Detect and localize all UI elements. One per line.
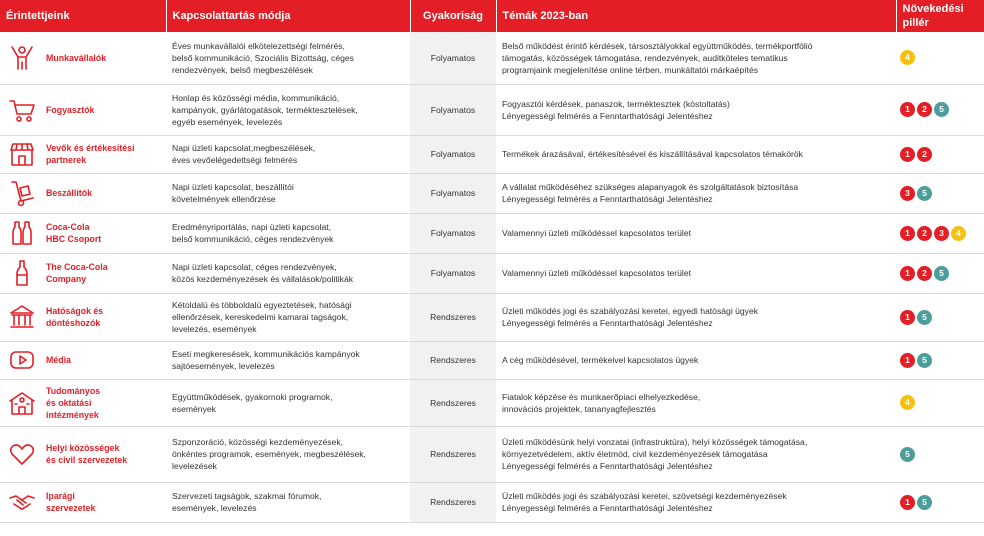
contact-line: belső kommunikáció, céges rendezvények: [172, 234, 334, 244]
stakeholder-name-line: Coca-Cola: [46, 222, 90, 232]
stakeholder-cell: [0, 341, 166, 379]
frequency-cell: Rendszeres: [410, 293, 496, 341]
contact-line: önkéntes programok, események, megbeszélések,: [172, 449, 366, 459]
stakeholder-name-line: és civil szervezetek: [46, 455, 128, 465]
pillars-cell: [896, 293, 984, 341]
stakeholder-name-line: Vevők és értékesítési: [46, 143, 135, 153]
stakeholder-name: [40, 221, 101, 245]
header-pillar: [896, 0, 984, 32]
pillars-cell: [896, 379, 984, 426]
pillars-cell: [896, 173, 984, 213]
topic-line: programjaink megjelenítése online térben, munkáltatói márkaépítés: [502, 64, 759, 75]
storefront-icon: [4, 139, 40, 169]
stakeholder-cell: [0, 213, 166, 253]
topic-line: Lényegességi felmérés a Fenntarthatósági Jelentéshez: [502, 318, 713, 328]
hand-truck-icon: [4, 178, 40, 208]
topic-line: támogatás, közösségek támogatása, rendezvények, auditköteles tematikus: [502, 52, 788, 63]
pillar-badge: 1: [900, 102, 915, 117]
bottles-icon: [4, 218, 40, 248]
topic-line: Fogyasztói kérdések, panaszok, terméktesztek (kóstoltatás): [502, 98, 730, 109]
contact-line: kampányok, gyárlátogatások, terméktesztelések,: [172, 104, 358, 115]
pillar-badge: 1: [900, 495, 915, 510]
header-row: [0, 0, 984, 32]
stakeholder-name: [40, 261, 108, 285]
stakeholder-name: [40, 354, 71, 366]
contact-line: Szponzoráció, közösségi kezdeményezések,: [172, 437, 344, 447]
stakeholder-cell: [0, 173, 166, 213]
table-row: [0, 32, 984, 84]
topic-line: környezetvédelem, aktív életmód, civil kezdeményezések támogatása: [502, 449, 768, 459]
topic-line: Fiatalok képzése és munkaerőpiaci elhelyezkedése,: [502, 391, 701, 402]
topic-line: Termékek árazásával, értékesítésével és kiszállításával kapcsolatos témakörök: [502, 149, 803, 159]
stakeholder-cell: [0, 379, 166, 426]
frequency-cell: Folyamatos: [410, 173, 496, 213]
stakeholder-name: [40, 385, 100, 421]
table-row: [0, 426, 984, 482]
stakeholder-cell: [0, 135, 166, 173]
government-building-icon: [4, 302, 40, 332]
header-stakeholders: Érintettjeink: [0, 0, 166, 32]
pillar-badge: 1: [900, 310, 915, 325]
contact-line: rendezvények, belső megbeszélések: [172, 64, 313, 75]
topics-cell: [496, 482, 896, 522]
pillar-badge: 3: [900, 186, 915, 201]
contact-method-cell: [166, 293, 410, 341]
contact-line: Együttműködések, gyakornoki programok,: [172, 391, 333, 402]
contact-line: Kétoldalú és többoldalú egyeztetések, hatósági: [172, 300, 352, 310]
pillar-badge: 5: [917, 353, 932, 368]
stakeholder-name: [40, 490, 95, 514]
frequency-cell: Folyamatos: [410, 32, 496, 84]
topics-cell: [496, 32, 896, 84]
stakeholder-name-line: Helyi közösségek: [46, 443, 120, 453]
frequency-cell: Rendszeres: [410, 341, 496, 379]
stakeholder-name: [40, 52, 106, 64]
handshake-icon: [4, 487, 40, 517]
stakeholder-name-line: szervezetek: [46, 503, 96, 513]
pillar-badge: 2: [917, 226, 932, 241]
shopping-cart-icon: [4, 95, 40, 125]
topics-cell: [496, 293, 896, 341]
table-row: [0, 379, 984, 426]
topics-cell: [496, 213, 896, 253]
contact-line: közös kezdeményezések és vállalások/politikák: [172, 274, 354, 284]
heart-icon: [4, 439, 40, 469]
stakeholder-name: [40, 104, 94, 116]
topics-cell: [496, 173, 896, 213]
stakeholder-cell: [0, 426, 166, 482]
pillars-cell: [896, 32, 984, 84]
topics-cell: [496, 135, 896, 173]
pillar-badge: 5: [934, 102, 949, 117]
contact-method-cell: [166, 135, 410, 173]
stakeholder-name: [40, 187, 92, 199]
contact-line: események, levelezés: [172, 503, 257, 513]
contact-method-cell: [166, 379, 410, 426]
pillars-cell: [896, 253, 984, 293]
contact-line: Éves munkavállalói elkötelezettségi felmérés,: [172, 40, 345, 51]
stakeholder-cell: [0, 293, 166, 341]
contact-method-cell: [166, 426, 410, 482]
topics-cell: [496, 426, 896, 482]
contact-method-cell: [166, 173, 410, 213]
contact-method-cell: [166, 253, 410, 293]
pillar-badge: 1: [900, 353, 915, 368]
contact-line: Eredményriportálás, napi üzleti kapcsolat,: [172, 222, 332, 232]
stakeholder-name-line: HBC Csoport: [46, 234, 102, 244]
contact-line: belső kommunikáció, Szociális Bizottság, céges: [172, 52, 354, 63]
frequency-cell: Rendszeres: [410, 482, 496, 522]
topic-line: A vállalat működéséhez szükséges alapanyagok és szolgáltatások biztosítása: [502, 182, 799, 192]
contact-line: levelezések: [172, 461, 217, 471]
topic-line: Üzleti működésünk helyi vonzatai (infrastruktúra), helyi közösségek támogatása,: [502, 437, 808, 447]
pillar-badge: 5: [900, 447, 915, 462]
frequency-cell: Rendszeres: [410, 379, 496, 426]
table-row: [0, 482, 984, 522]
bottle-icon: [4, 258, 40, 288]
contact-line: Napi üzleti kapcsolat, beszállítói: [172, 182, 294, 192]
topic-line: Lényegességi felmérés a Fenntarthatósági Jelentéshez: [502, 194, 713, 204]
stakeholder-cell: [0, 482, 166, 522]
contact-line: levelezés, események: [172, 324, 257, 334]
stakeholder-name-line: Beszállítók: [46, 188, 92, 198]
pillar-badge: 4: [900, 50, 915, 65]
stakeholder-name-line: Média: [46, 355, 71, 365]
stakeholder-name-line: Iparági: [46, 491, 75, 501]
topic-line: A cég működésével, termékeivel kapcsolatos ügyek: [502, 355, 699, 365]
header-topics: Témák 2023-ban: [496, 0, 896, 32]
topic-line: Valamennyi üzleti működéssel kapcsolatos terület: [502, 228, 691, 238]
topic-line: Lényegességi felmérés a Fenntarthatósági Jelentéshez: [502, 503, 713, 513]
pillar-badge: 4: [951, 226, 966, 241]
header-pillar-line1: Növekedési: [902, 3, 964, 15]
table-row: [0, 341, 984, 379]
stakeholder-name-line: Tudományos: [46, 385, 101, 396]
contact-line: Szervezeti tagságok, szakmai fórumok,: [172, 491, 322, 501]
topic-line: innovációs projektek, tananyagfejlesztés: [502, 403, 656, 414]
contact-line: egyéb események, levelezés: [172, 116, 283, 127]
frequency-cell: Rendszeres: [410, 426, 496, 482]
contact-line: ellenőrzések, kereskedelmi kamarai tagságok,: [172, 312, 349, 322]
contact-method-cell: [166, 32, 410, 84]
frequency-cell: Folyamatos: [410, 135, 496, 173]
pillar-badge: 2: [917, 102, 932, 117]
pillars-cell: [896, 84, 984, 135]
header-frequency: Gyakoriság: [410, 0, 496, 32]
contact-method-cell: [166, 482, 410, 522]
stakeholder-cell: [0, 32, 166, 84]
pillars-cell: [896, 482, 984, 522]
frequency-cell: Folyamatos: [410, 84, 496, 135]
contact-method-cell: [166, 341, 410, 379]
topic-line: Belső működést érintő kérdések, társosztályokkal együttműködés, termékportfólió: [502, 40, 813, 51]
frequency-cell: Folyamatos: [410, 213, 496, 253]
topics-cell: [496, 379, 896, 426]
contact-line: sajtóesemények, levelezés: [172, 361, 275, 371]
pillars-cell: [896, 426, 984, 482]
pillar-badge: 5: [917, 495, 932, 510]
pillars-cell: [896, 213, 984, 253]
stakeholder-name-line: partnerek: [46, 155, 87, 165]
stakeholder-name-line: döntéshozók: [46, 318, 101, 328]
table-row: [0, 293, 984, 341]
topics-cell: [496, 341, 896, 379]
stakeholder-cell: [0, 84, 166, 135]
topic-line: Lényegességi felmérés a Fenntarthatósági Jelentéshez: [502, 461, 713, 471]
pillar-badge: 5: [917, 186, 932, 201]
stakeholder-name: [40, 305, 103, 329]
topic-line: Üzleti működés jogi és szabályozási keretei, szövetségi kezdeményezések: [502, 491, 787, 501]
pillar-badge: 2: [917, 147, 932, 162]
stakeholder-name-line: Fogyasztók: [46, 104, 95, 115]
topic-line: Üzleti működés jogi és szabályozási keretei, egyedi hatósági ügyek: [502, 306, 759, 316]
contact-line: Honlap és közösségi média, kommunikáció,: [172, 92, 340, 103]
stakeholder-name: [40, 442, 127, 466]
contact-line: Eseti megkeresések, kommunikációs kampányok: [172, 349, 360, 359]
pillar-badge: 5: [934, 266, 949, 281]
stakeholder-name-line: The Coca-Cola: [46, 262, 108, 272]
table-row: [0, 253, 984, 293]
table-row: [0, 84, 984, 135]
pillars-cell: [896, 135, 984, 173]
contact-method-cell: [166, 213, 410, 253]
topic-line: Lényegességi felmérés a Fenntarthatósági Jelentéshez: [502, 110, 713, 121]
contact-method-cell: [166, 84, 410, 135]
topics-cell: [496, 84, 896, 135]
pillar-badge: 3: [934, 226, 949, 241]
frequency-cell: Folyamatos: [410, 253, 496, 293]
stakeholder-name-line: Company: [46, 274, 87, 284]
topics-cell: [496, 253, 896, 293]
header-contact-method: Kapcsolattartás módja: [166, 0, 410, 32]
pillar-badge: 1: [900, 266, 915, 281]
table-row: [0, 173, 984, 213]
pillar-badge: 1: [900, 147, 915, 162]
contact-line: éves vevőelégedettségi felmérés: [172, 155, 298, 165]
person-cheering-icon: [4, 43, 40, 73]
pillar-badge: 4: [900, 395, 915, 410]
contact-line: követelmények ellenőrzése: [172, 194, 276, 204]
pillars-cell: [896, 341, 984, 379]
contact-line: Napi üzleti kapcsolat,megbeszélések,: [172, 143, 316, 153]
table-row: [0, 213, 984, 253]
stakeholder-cell: [0, 253, 166, 293]
school-building-icon: [4, 388, 40, 418]
topic-line: Valamennyi üzleti működéssel kapcsolatos terület: [502, 268, 691, 278]
stakeholder-name-line: Munkavállalók: [46, 52, 107, 63]
header-pillar-line2: pillér: [902, 17, 929, 29]
stakeholder-name: [40, 142, 135, 166]
pillar-badge: 5: [917, 310, 932, 325]
play-button-icon: [4, 345, 40, 375]
pillar-badge: 2: [917, 266, 932, 281]
contact-line: Napi üzleti kapcsolat, céges rendezvények,: [172, 262, 337, 272]
contact-line: események: [172, 403, 216, 414]
pillar-badge: 1: [900, 226, 915, 241]
stakeholder-name-line: intézmények: [46, 409, 99, 420]
stakeholder-name-line: és oktatási: [46, 397, 92, 408]
table-row: [0, 135, 984, 173]
stakeholder-name-line: Hatóságok és: [46, 306, 104, 316]
